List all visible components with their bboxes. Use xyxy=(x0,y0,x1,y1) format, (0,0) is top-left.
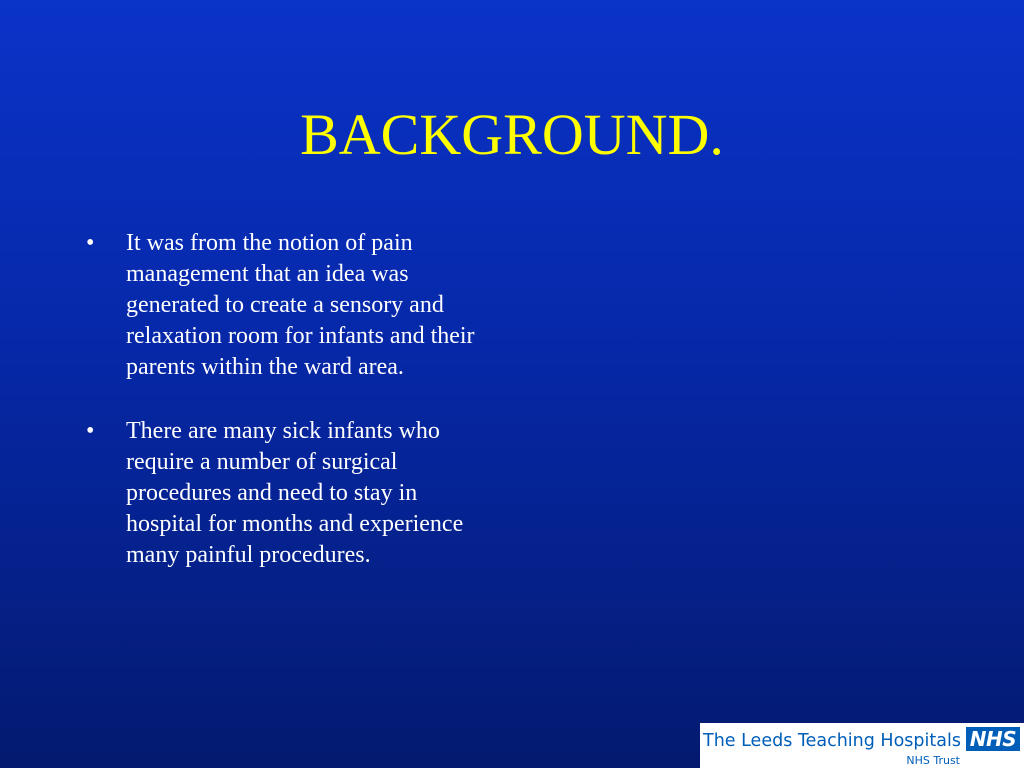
list-item xyxy=(86,228,496,383)
trust-label: NHS Trust xyxy=(906,754,960,767)
bullet-icon: • xyxy=(86,418,95,444)
list-item xyxy=(86,416,496,571)
bullet-icon: • xyxy=(86,230,95,256)
bullet-text: It was from the notion of pain management that an idea was generated to create a sensory and relaxation room for infants and their parents within the ward area. xyxy=(126,230,475,380)
nhs-trust-logo xyxy=(700,723,1024,768)
bullet-list xyxy=(86,228,496,604)
bullet-text: There are many sick infants who require a number of surgical procedures and need to stay in hospital for months and experience many painful procedures. xyxy=(126,418,464,568)
nhs-badge-icon: NHS xyxy=(966,727,1020,751)
organization-name: The Leeds Teaching Hospitals xyxy=(703,731,961,751)
slide-title: BACKGROUND. xyxy=(300,102,724,167)
